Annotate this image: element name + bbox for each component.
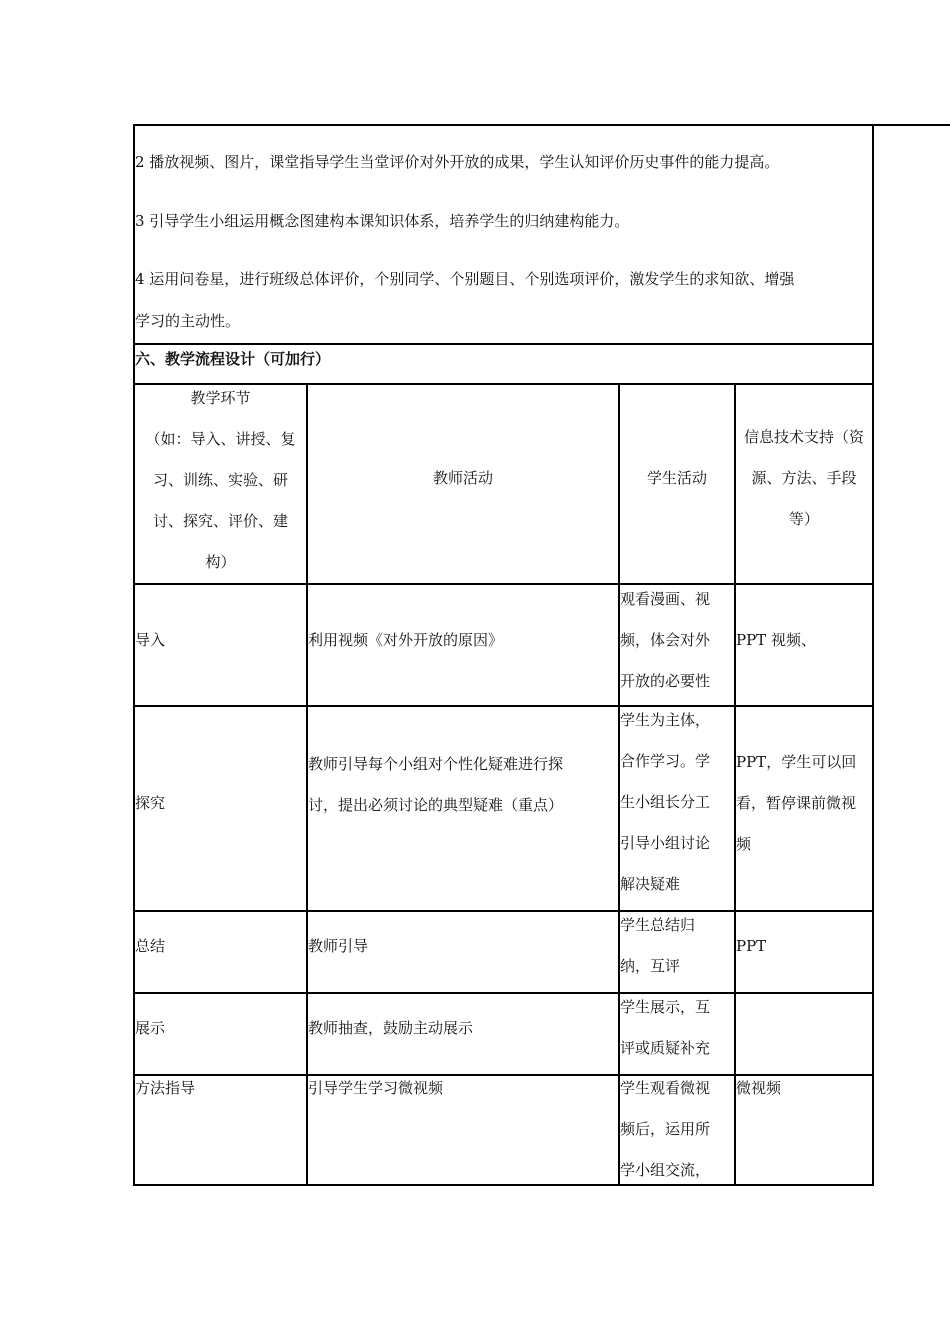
tech-line: PPT 视频、 (736, 631, 816, 649)
right-margin-line (872, 124, 950, 126)
stage-cell: 探究 (135, 794, 166, 812)
teacher-line: 讨，提出必须讨论的典型疑难（重点） (308, 796, 564, 814)
student-line: 观看漫画、视 (620, 590, 711, 608)
student-line: 学小组交流， (620, 1161, 711, 1179)
teacher-cell (308, 926, 368, 967)
student-line: 学生总结归 (620, 916, 696, 934)
student-line: 评或质疑补充 (620, 1039, 711, 1057)
tech-line: 微视频 (736, 1079, 782, 1097)
header-tech-line: 源、方法、手段 (751, 469, 857, 487)
tech-line: PPT (736, 937, 767, 955)
intro-line-1: 2 播放视频、图片，课堂指导学生当堂评价对外开放的成果，学生认知评价历史事件的能力提高。 (135, 153, 780, 171)
intro-line-4: 学习的主动性。 (135, 312, 241, 330)
teacher-cell (308, 1068, 443, 1109)
intro-line-2: 3 引导学生小组运用概念图建构本课知识体系，培养学生的归纳建构能力。 (135, 212, 630, 230)
divider (133, 583, 874, 585)
student-line: 合作学习。学 (620, 752, 711, 770)
student-line: 学生为主体， (620, 711, 711, 729)
header-tech (736, 417, 872, 540)
header-tech-line: 等） (788, 510, 819, 528)
teacher-cell (308, 1008, 473, 1049)
teacher-cell (308, 620, 503, 661)
stage-cell: 总结 (135, 937, 166, 955)
header-stage-line: 教学环节 (190, 389, 251, 407)
student-line: 频，体会对外 (620, 631, 711, 649)
student-line: 学生观看微视 (620, 1079, 711, 1097)
tech-line: 频 (736, 835, 752, 853)
student-cell (620, 1068, 710, 1191)
tech-cell (736, 742, 856, 865)
teacher-line: 教师抽查，鼓励主动展示 (308, 1019, 474, 1037)
tech-cell (736, 926, 766, 967)
header-stage-line: 讨、探究、评价、建 (152, 512, 288, 530)
divider (133, 910, 874, 912)
divider (133, 992, 874, 994)
student-cell (620, 579, 710, 702)
section-title: 六、教学流程设计（可加行） (135, 350, 331, 368)
header-stage-line: （如：导入、讲授、复 (145, 430, 296, 448)
divider (133, 343, 874, 345)
teacher-line: 引导学生学习微视频 (308, 1079, 444, 1097)
teacher-line: 利用视频《对外开放的原因》 (308, 631, 504, 649)
student-cell (620, 987, 710, 1069)
student-line: 开放的必要性 (620, 672, 711, 690)
intro-line-3: 4 运用问卷星，进行班级总体评价，个别同学、个别题目、个别选项评价，激发学生的求知欲、增强 (135, 270, 795, 288)
stage-cell: 导入 (135, 631, 166, 649)
stage-cell: 展示 (135, 1019, 166, 1037)
student-line: 解决疑难 (620, 875, 681, 893)
header-stage-line: 习、训练、实验、研 (152, 471, 288, 489)
header-student: 学生活动 (646, 469, 707, 487)
tech-cell (736, 620, 816, 661)
divider (133, 705, 874, 707)
teacher-cell (308, 744, 563, 826)
tech-line: 看，暂停课前微视 (736, 794, 857, 812)
header-stage (135, 378, 306, 583)
tech-cell (736, 1068, 781, 1109)
header-tech-line: 信息技术支持（资 (743, 428, 864, 446)
header-stage-line: 构） (205, 553, 236, 571)
header-teacher: 教师活动 (432, 469, 493, 487)
student-line: 引导小组讨论 (620, 834, 711, 852)
student-line: 频后，运用所 (620, 1120, 711, 1138)
student-cell (620, 700, 710, 905)
student-line: 学生展示，互 (620, 998, 711, 1016)
student-line: 纳，互评 (620, 957, 681, 975)
stage-cell: 方法指导 (135, 1079, 196, 1097)
teacher-line: 教师引导 (308, 937, 369, 955)
student-cell (620, 905, 695, 987)
student-line: 生小组长分工 (620, 793, 711, 811)
tech-line: PPT，学生可以回 (736, 753, 857, 771)
teacher-line: 教师引导每个小组对个性化疑难进行探 (308, 755, 564, 773)
